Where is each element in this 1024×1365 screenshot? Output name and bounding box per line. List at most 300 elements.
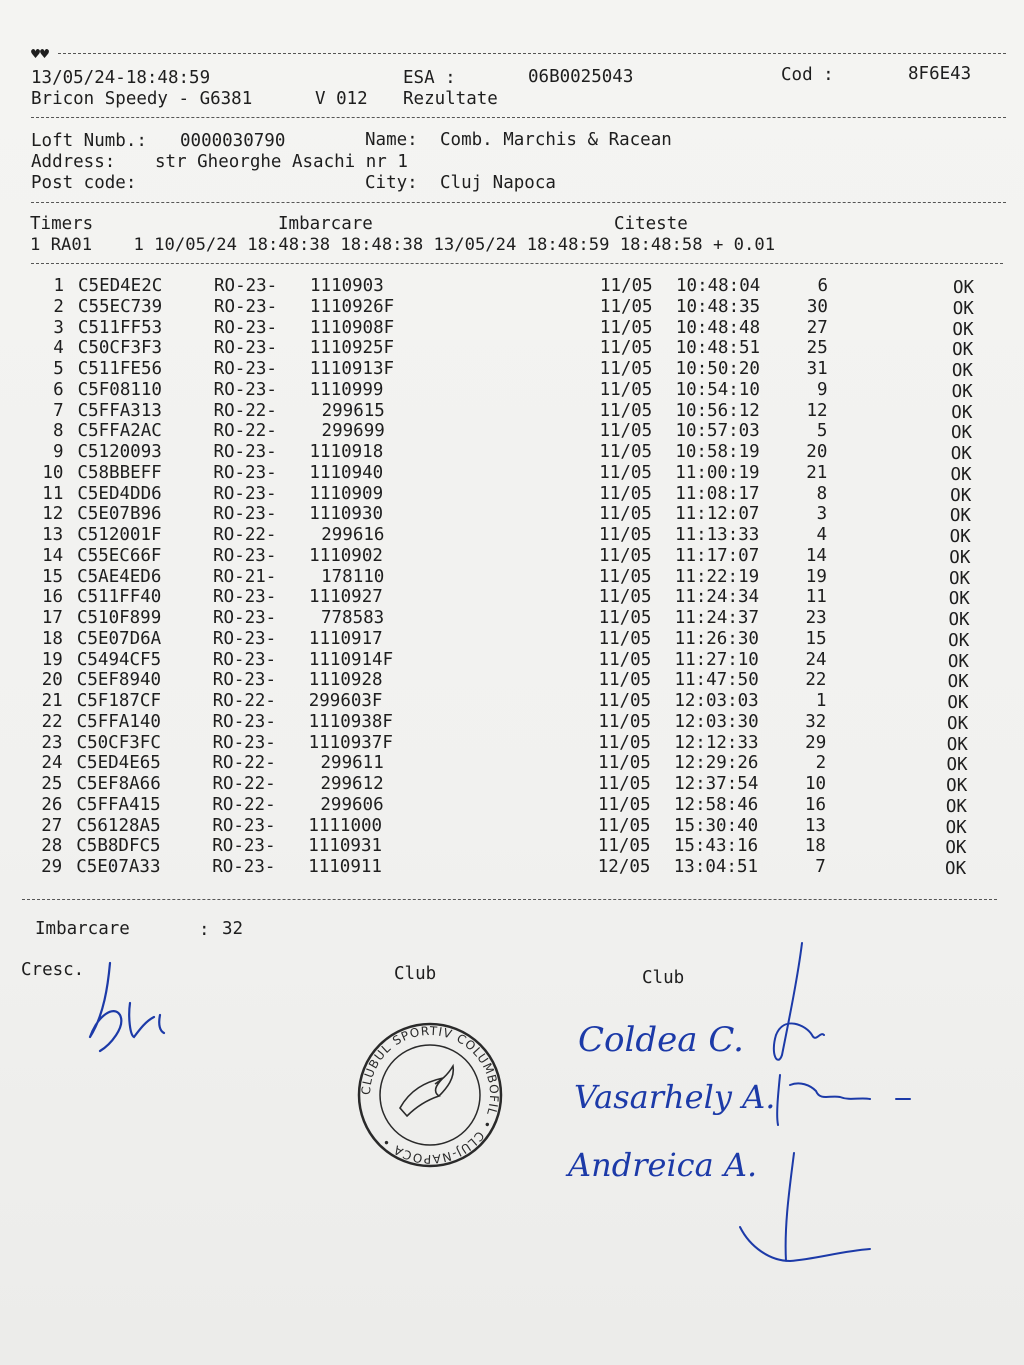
status: OK <box>950 464 972 485</box>
ring-number: 299612 <box>320 774 384 794</box>
table-row <box>0 795 1024 816</box>
ring-number: 178110 <box>321 566 385 587</box>
chip-id: C5E07B96 <box>77 504 162 525</box>
table-row <box>0 587 1024 608</box>
arrival-date: 11/05 <box>598 691 652 711</box>
ring-number: 1110937F <box>308 732 393 753</box>
table-row <box>0 421 1024 442</box>
status: OK <box>950 485 972 506</box>
arrival-time: 15:30:40 <box>673 815 759 836</box>
chip-id: C512001F <box>77 525 162 545</box>
arrival-date: 11/05 <box>599 525 652 545</box>
club-label-1: Club <box>394 964 437 984</box>
ring-country: RO-23- <box>212 670 276 691</box>
chip-id: C5494CF5 <box>76 649 162 670</box>
arrival-time: 10:50:20 <box>675 359 760 379</box>
chip-id: C50CF3F3 <box>77 338 163 359</box>
row-number: 9 <box>52 442 64 462</box>
ring-country: RO-23- <box>212 836 276 857</box>
position: 23 <box>805 608 827 628</box>
ring-number: 1110903 <box>310 276 384 296</box>
chip-id: C5FFA140 <box>76 711 161 732</box>
table-row <box>0 629 1024 650</box>
arrival-time: 11:17:07 <box>674 545 760 566</box>
position: 12 <box>806 400 828 421</box>
committee-name-2: Vasarhely A. <box>574 1078 776 1116</box>
ring-country: RO-23- <box>212 857 276 877</box>
arrival-time: 11:24:34 <box>674 587 760 608</box>
table-row <box>0 650 1024 671</box>
ring-number: 1110999 <box>309 379 384 400</box>
table-row <box>0 816 1024 837</box>
arrival-date: 11/05 <box>598 649 652 670</box>
arrival-date: 11/05 <box>598 753 651 774</box>
ring-country: RO-23- <box>213 359 277 379</box>
table-row <box>0 546 1024 567</box>
arrival-time: 12:12:33 <box>674 732 759 753</box>
arrival-time: 11:00:19 <box>675 462 760 483</box>
position: 21 <box>806 462 828 483</box>
status: OK <box>948 589 970 610</box>
status: OK <box>949 568 971 589</box>
position: 6 <box>817 276 828 296</box>
status: OK <box>945 796 967 817</box>
position: 25 <box>806 338 828 359</box>
loft-label: Loft Numb.: <box>31 131 147 151</box>
row-number: 19 <box>41 649 63 670</box>
ring-number: 778583 <box>320 608 385 628</box>
table-row <box>0 753 1024 774</box>
position: 7 <box>815 857 826 877</box>
chip-id: C5AE4ED6 <box>77 566 162 587</box>
ring-number: 1110913F <box>309 359 395 379</box>
ring-country: RO-23- <box>213 296 278 317</box>
table-row <box>0 504 1024 525</box>
arrival-time: 11:13:33 <box>675 525 760 545</box>
ring-country: RO-22- <box>213 525 277 545</box>
citeste-header: Citeste <box>614 214 688 234</box>
row-number: 26 <box>41 794 63 815</box>
row-number: 12 <box>42 504 64 525</box>
arrival-date: 11/05 <box>598 545 652 566</box>
status: OK <box>952 319 974 340</box>
arrival-date: 11/05 <box>599 400 653 421</box>
arrival-date: 12/05 <box>597 857 651 877</box>
ring-number: 1110940 <box>309 462 384 483</box>
arrival-time: 10:48:51 <box>675 338 761 359</box>
arrival-date: 11/05 <box>599 338 653 359</box>
timers-divider <box>31 263 1003 264</box>
position: 32 <box>805 711 827 732</box>
position: 16 <box>804 794 826 815</box>
status: OK <box>947 672 969 693</box>
ring-number: 299616 <box>321 525 385 545</box>
arrival-date: 11/05 <box>598 732 651 753</box>
arrival-time: 10:57:03 <box>675 421 760 442</box>
table-row <box>0 691 1024 712</box>
status: OK <box>947 651 969 672</box>
arrival-date: 11/05 <box>598 670 652 691</box>
arrival-time: 12:37:54 <box>674 774 759 794</box>
arrival-time: 11:27:10 <box>674 649 759 670</box>
status: OK <box>950 444 972 464</box>
chip-id: C5120093 <box>77 442 162 462</box>
table-row <box>0 525 1024 546</box>
status: OK <box>946 755 968 776</box>
ring-country: RO-23- <box>212 732 276 753</box>
row-number: 2 <box>53 296 64 317</box>
ring-country: RO-23- <box>213 462 277 483</box>
row-number: 23 <box>41 732 63 753</box>
arrival-date: 11/05 <box>599 504 652 525</box>
cresc-label: Cresc. <box>21 960 85 980</box>
row-number: 25 <box>41 774 63 794</box>
arrival-date: 11/05 <box>599 296 653 317</box>
report-type: Rezultate <box>403 89 498 109</box>
breeder-signature <box>70 955 190 1065</box>
chip-id: C5F08110 <box>77 379 162 400</box>
bottom-divider <box>22 899 997 900</box>
status: OK <box>951 361 973 381</box>
chip-id: C511FF40 <box>77 587 162 608</box>
position: 22 <box>805 670 827 691</box>
arrival-date: 11/05 <box>600 276 653 296</box>
chip-id: C510F899 <box>76 608 162 628</box>
ring-country: RO-22- <box>213 421 277 442</box>
table-row <box>0 463 1024 484</box>
arrival-date: 11/05 <box>598 587 652 608</box>
status: OK <box>946 734 968 755</box>
position: 5 <box>816 421 828 442</box>
arrival-time: 10:48:35 <box>675 296 761 317</box>
row-number: 7 <box>53 400 64 421</box>
row-number: 27 <box>41 815 63 836</box>
address-value: str Gheorghe Asachi nr 1 <box>155 152 408 172</box>
table-row <box>0 380 1024 401</box>
row-number: 5 <box>53 359 64 379</box>
position: 31 <box>806 359 828 379</box>
address-label: Address: <box>31 152 116 172</box>
position: 3 <box>816 504 828 525</box>
chip-id: C55EC66F <box>77 545 162 566</box>
ring-number: 1110908F <box>309 317 395 338</box>
arrival-date: 11/05 <box>599 359 653 379</box>
ring-number: 299699 <box>321 421 385 442</box>
ring-number: 1110918 <box>309 442 384 462</box>
position: 29 <box>805 732 827 753</box>
row-number: 29 <box>41 857 63 877</box>
status: OK <box>952 298 974 319</box>
row-number: 20 <box>41 670 63 691</box>
table-row <box>0 338 1024 359</box>
chip-id: C5B8DFC5 <box>76 836 161 857</box>
chip-id: C55EC739 <box>77 296 163 317</box>
row-number: 4 <box>53 338 64 359</box>
print-datetime: 13/05/24-18:48:59 <box>31 68 211 88</box>
chip-id: C5FFA2AC <box>77 421 162 442</box>
arrival-date: 11/05 <box>599 421 653 442</box>
ring-country: RO-23- <box>212 711 276 732</box>
status: OK <box>946 776 968 796</box>
ring-country: RO-23- <box>213 545 277 566</box>
table-row <box>0 857 1024 878</box>
chip-id: C5EF8A66 <box>76 774 161 794</box>
arrival-date: 11/05 <box>599 379 653 400</box>
ring-country: RO-23- <box>213 338 278 359</box>
chip-id: C56128A5 <box>76 815 161 836</box>
ring-country: RO-23- <box>212 815 276 836</box>
esa-label: ESA : <box>403 68 456 88</box>
arrival-time: 10:48:48 <box>675 317 761 338</box>
chip-id: C5ED4E2C <box>78 276 163 296</box>
status: OK <box>947 713 969 734</box>
chip-id: C5FFA313 <box>77 400 162 421</box>
arrival-time: 11:22:19 <box>674 566 760 587</box>
chip-id: C511FE56 <box>77 359 163 379</box>
table-row <box>0 670 1024 691</box>
row-number: 6 <box>53 379 64 400</box>
arrival-date: 11/05 <box>598 711 651 732</box>
esa-value: 06B0025043 <box>528 67 634 87</box>
status: OK <box>949 506 971 527</box>
arrival-date: 11/05 <box>599 462 652 483</box>
imbarcare-header: Imbarcare <box>278 214 373 234</box>
status: OK <box>947 693 969 713</box>
table-row <box>0 484 1024 505</box>
position: 11 <box>805 587 827 608</box>
dove-icon <box>400 1066 453 1116</box>
header-divider <box>31 117 1006 118</box>
row-number: 21 <box>41 691 63 711</box>
chip-id: C5ED4E65 <box>76 753 161 774</box>
arrival-time: 12:03:03 <box>674 691 759 711</box>
ring-country: RO-22- <box>213 400 277 421</box>
arrival-time: 12:58:46 <box>674 794 759 815</box>
position: 18 <box>804 836 826 857</box>
ring-country: RO-22- <box>212 753 276 774</box>
ring-number: 1110938F <box>308 711 393 732</box>
ring-number: 299606 <box>320 794 384 815</box>
ring-number: 1110926F <box>309 296 395 317</box>
ring-country: RO-23- <box>213 442 277 462</box>
timer-row: 1 RA01 1 10/05/24 18:48:38 18:48:38 13/05/24 18:48:59 18:48:58 + 0.01 <box>30 235 776 255</box>
status: OK <box>949 527 971 547</box>
row-number: 16 <box>41 587 64 608</box>
ring-country: RO-23- <box>212 649 277 670</box>
ring-number: 1110925F <box>309 338 395 359</box>
table-row <box>0 442 1024 463</box>
table-row <box>0 359 1024 380</box>
table-row <box>0 567 1024 588</box>
arrival-time: 11:47:50 <box>674 670 759 691</box>
position: 8 <box>816 483 828 504</box>
position: 24 <box>805 649 827 670</box>
arrival-time: 10:58:19 <box>675 442 760 462</box>
status: OK <box>945 817 967 838</box>
ring-number: 1110928 <box>308 670 383 691</box>
arrival-date: 11/05 <box>597 836 651 857</box>
table-row <box>0 401 1024 422</box>
row-number: 14 <box>42 545 64 566</box>
arrival-date: 11/05 <box>599 483 652 504</box>
committee-name-1: Coldea C. <box>578 1020 744 1060</box>
row-number: 22 <box>41 711 63 732</box>
ring-number: 299611 <box>320 753 384 774</box>
arrival-time: 11:12:07 <box>675 504 760 525</box>
table-row <box>0 297 1024 318</box>
ring-country: RO-21- <box>213 566 277 587</box>
ring-number: 1110917 <box>308 628 383 649</box>
ring-number: 1111000 <box>308 815 383 836</box>
status: OK <box>951 402 973 423</box>
status: OK <box>948 630 970 651</box>
ring-country: RO-23- <box>213 587 277 608</box>
row-number: 13 <box>42 525 64 545</box>
row-number: 10 <box>42 462 64 483</box>
ring-number: 299615 <box>321 400 385 421</box>
committee-name-3: Andreica A. <box>568 1146 758 1184</box>
position: 30 <box>806 296 828 317</box>
chip-id: C5E07D6A <box>76 628 162 649</box>
chip-id: C58BBEFF <box>77 462 162 483</box>
timers-header: Timers <box>30 214 94 234</box>
ring-country: RO-23- <box>213 504 277 525</box>
cod-label: Cod : <box>781 65 834 85</box>
device-name: Bricon Speedy - G6381 <box>31 89 253 109</box>
ring-country: RO-22- <box>212 691 276 711</box>
arrival-time: 13:04:51 <box>673 857 759 877</box>
table-row <box>0 836 1024 857</box>
ring-country: RO-23- <box>214 276 278 296</box>
position: 10 <box>805 774 827 794</box>
name-label: Name: <box>365 130 418 150</box>
ring-country: RO-23- <box>213 317 278 338</box>
status: OK <box>953 278 975 298</box>
imbarcare-total-sep: : <box>199 920 210 940</box>
ring-number: 1110911 <box>308 857 382 877</box>
arrival-time: 12:29:26 <box>674 753 759 774</box>
row-number: 24 <box>41 753 63 774</box>
arrival-date: 11/05 <box>598 566 652 587</box>
loft-number: 0000030790 <box>180 131 286 151</box>
ring-country: RO-22- <box>212 794 276 815</box>
row-number: 1 <box>53 276 64 296</box>
imbarcare-total-label: Imbarcare <box>35 919 130 939</box>
row-number: 15 <box>42 566 64 587</box>
city-value: Cluj Napoca <box>440 173 556 193</box>
position: 15 <box>805 628 827 649</box>
postcode-label: Post code: <box>31 173 137 193</box>
row-number: 3 <box>53 317 64 338</box>
row-number: 8 <box>53 421 64 442</box>
arrival-time: 10:54:10 <box>675 379 760 400</box>
position: 27 <box>806 317 828 338</box>
club-label-2: Club <box>642 968 685 988</box>
position: 2 <box>815 753 827 774</box>
chip-id: C5ED4DD6 <box>77 483 162 504</box>
ring-number: 299603F <box>308 691 383 711</box>
arrival-time: 15:43:16 <box>673 836 759 857</box>
ring-country: RO-23- <box>213 379 277 400</box>
status: OK <box>948 610 970 630</box>
chip-id: C511FF53 <box>77 317 163 338</box>
status: OK <box>945 859 967 879</box>
arrival-date: 11/05 <box>599 442 653 462</box>
arrival-date: 11/05 <box>598 608 652 628</box>
stamp-text: CLUBUL SPORTIV COLUMBOFIL • CLUJ-NAPOCA • <box>358 1023 502 1167</box>
ring-number: 1110931 <box>308 836 383 857</box>
row-number: 11 <box>42 483 64 504</box>
status: OK <box>952 340 974 361</box>
club-stamp <box>355 1020 505 1170</box>
ring-number: 1110909 <box>309 483 384 504</box>
chip-id: C5FFA415 <box>76 794 161 815</box>
table-row <box>0 733 1024 754</box>
imbarcare-total-value: 32 <box>222 919 244 939</box>
hearts-mark: ♥♥ <box>31 45 50 63</box>
status: OK <box>945 838 967 859</box>
ring-number: 1110902 <box>309 545 383 566</box>
chip-id: C5F187CF <box>76 691 162 711</box>
arrival-time: 11:08:17 <box>675 483 760 504</box>
chip-id: C50CF3FC <box>76 732 161 753</box>
ring-country: RO-23- <box>213 483 277 504</box>
table-row <box>0 276 1024 297</box>
arrival-date: 11/05 <box>599 317 653 338</box>
ring-country: RO-23- <box>212 608 277 628</box>
status: OK <box>951 423 973 444</box>
row-number: 28 <box>41 836 63 857</box>
chip-id: C5E07A33 <box>76 857 161 877</box>
arrival-date: 11/05 <box>598 794 651 815</box>
position: 4 <box>816 525 828 545</box>
arrival-time: 11:24:37 <box>674 608 760 628</box>
arrival-date: 11/05 <box>598 628 652 649</box>
device-version: V 012 <box>315 89 368 109</box>
position: 19 <box>805 566 827 587</box>
status: OK <box>949 547 971 568</box>
arrival-time: 12:03:30 <box>674 711 759 732</box>
owner-divider <box>31 202 1006 203</box>
ring-country: RO-23- <box>212 628 277 649</box>
ring-number: 1110927 <box>309 587 383 608</box>
status: OK <box>951 381 973 402</box>
table-row <box>0 318 1024 339</box>
position: 9 <box>817 379 828 400</box>
owner-name: Comb. Marchis & Racean <box>440 130 672 150</box>
position: 20 <box>806 442 828 462</box>
table-row <box>0 712 1024 733</box>
table-row <box>0 774 1024 795</box>
row-number: 17 <box>41 608 63 628</box>
ring-number: 1110914F <box>308 649 394 670</box>
top-divider <box>58 53 1006 54</box>
arrival-time: 11:26:30 <box>674 628 759 649</box>
position: 13 <box>804 815 826 836</box>
cod-value: 8F6E43 <box>908 64 972 84</box>
ring-number: 1110930 <box>309 504 384 525</box>
row-number: 18 <box>41 628 63 649</box>
chip-id: C5EF8940 <box>76 670 162 691</box>
table-row <box>0 608 1024 629</box>
city-label: City: <box>365 173 418 193</box>
arrival-time: 10:56:12 <box>675 400 760 421</box>
arrival-date: 11/05 <box>598 774 651 794</box>
position: 14 <box>805 545 827 566</box>
arrival-time: 10:48:04 <box>676 276 761 296</box>
committee-signatures <box>720 935 940 1275</box>
position: 1 <box>815 691 827 711</box>
